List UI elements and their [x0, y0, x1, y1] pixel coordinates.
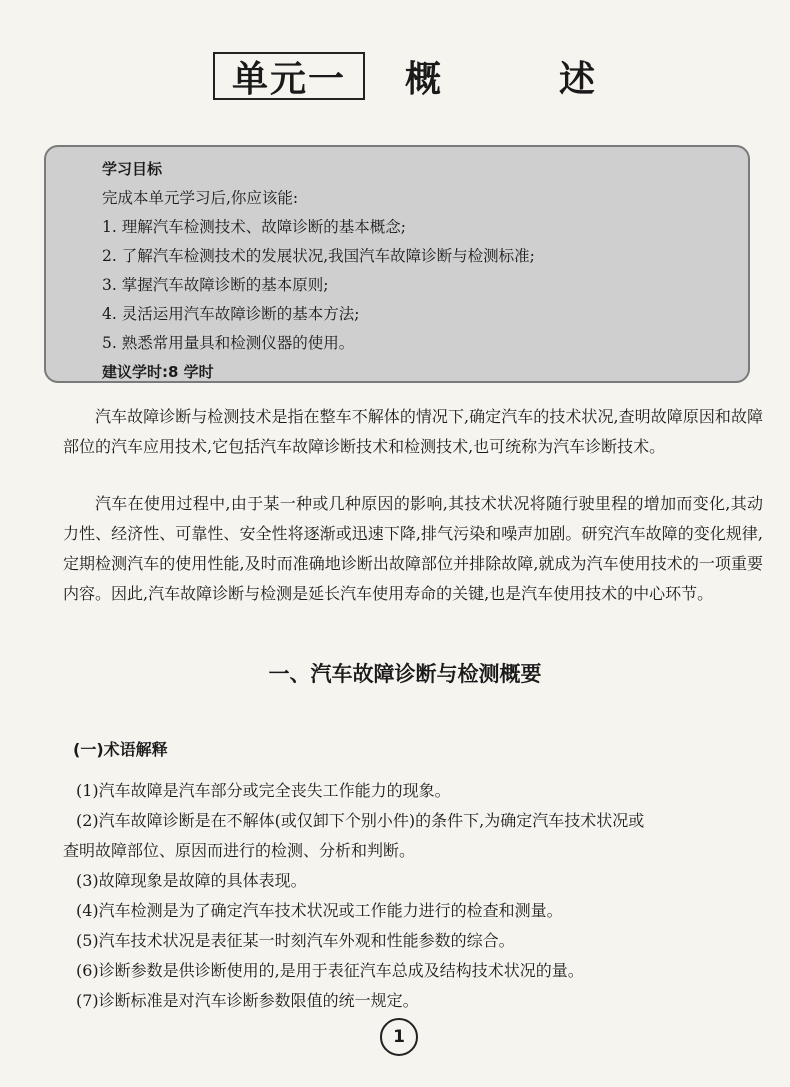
objectives-title: 学习目标: [102, 160, 163, 178]
unit-header: [0, 46, 790, 106]
objective-item: 5. 熟悉常用量具和检测仪器的使用。: [102, 334, 355, 352]
intro-paragraph-1: [63, 402, 763, 462]
unit-title: [405, 52, 595, 100]
term-item: (7)诊断标准是对汽车诊断参数限值的统一规定。: [76, 991, 419, 1010]
term-item: (5)汽车技术状况是表征某一时刻汽车外观和性能参数的综合。: [76, 931, 515, 950]
term-item: (2)汽车故障诊断是在不解体(或仅卸下个别小件)的条件下,为确定汽车技术状况或: [76, 811, 645, 830]
unit-title-char-2: 述: [558, 58, 595, 100]
sub-heading: (一)术语解释: [73, 740, 168, 759]
objective-item: 2. 了解汽车检测技术的发展状况,我国汽车故障诊断与检测标准;: [102, 247, 535, 265]
unit-title-char-1: 概: [405, 58, 442, 100]
learning-objectives-box: [44, 145, 750, 383]
objective-item: 1. 理解汽车检测技术、故障诊断的基本概念;: [102, 218, 406, 236]
objectives-intro: 完成本单元学习后,你应该能:: [102, 189, 299, 207]
objective-item: 3. 掌握汽车故障诊断的基本原则;: [102, 276, 329, 294]
paragraph-text: 汽车在使用过程中,由于某一种或几种原因的影响,其技术状况将随行驶里程的增加而变化,其动力性、经济性、可靠性、安全性将逐渐或迅速下降,排气污染和噪声加剧。研究汽车故障的变化规律,定期检测汽车的使用性能,及时而准确地诊断出故障部位并排除故障,就成为汽车使用技术的一项重要内容。因此,汽车故障诊断与检测是延长汽车使用寿命的关键,也是汽车使用技术的中心环节。: [63, 494, 763, 603]
term-item: (4)汽车检测是为了确定汽车技术状况或工作能力进行的检查和测量。: [76, 901, 563, 920]
suggested-hours: 建议学时:8 学时: [102, 363, 214, 381]
term-item-continuation: 查明故障部位、原因而进行的检测、分析和判断。: [63, 841, 416, 860]
paragraph-text: 汽车故障诊断与检测技术是指在整车不解体的情况下,确定汽车的技术状况,查明故障原因和故障部位的汽车应用技术,它包括汽车故障诊断技术和检测技术,也可统称为汽车诊断技术。: [63, 407, 763, 456]
unit-label-box: 单元一: [213, 52, 365, 100]
term-item: (1)汽车故障是汽车部分或完全丧失工作能力的现象。: [76, 781, 451, 800]
term-item: (3)故障现象是故障的具体表现。: [76, 871, 307, 890]
intro-paragraph-2: [63, 489, 763, 609]
objective-item: 4. 灵活运用汽车故障诊断的基本方法;: [102, 305, 360, 323]
section-heading: 一、汽车故障诊断与检测概要: [268, 662, 542, 686]
page-number: 1: [380, 1018, 418, 1056]
term-list: [63, 776, 766, 1016]
term-item: (6)诊断参数是供诊断使用的,是用于表征汽车总成及结构技术状况的量。: [76, 961, 584, 980]
